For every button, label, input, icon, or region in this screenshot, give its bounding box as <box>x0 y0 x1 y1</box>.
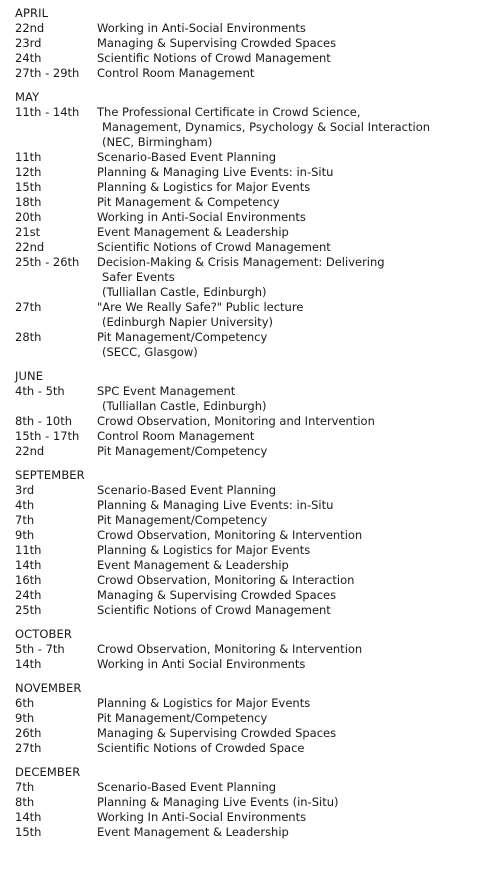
event-detail-line: Safer Events <box>102 270 175 284</box>
event-title: Decision-Making & Crisis Management: Delivering <box>97 255 385 269</box>
event-detail-line: (Tulliallan Castle, Edinburgh) <box>102 285 267 299</box>
event-description <box>97 300 485 330</box>
event-row <box>15 240 485 255</box>
month-heading: JUNE <box>15 369 44 383</box>
event-title: Planning & Managing Live Events: in-Situ <box>97 165 334 179</box>
event-description <box>97 255 485 300</box>
event-title: Crowd Observation, Monitoring & Interaction <box>97 573 355 587</box>
event-detail-line: (SECC, Glasgow) <box>102 345 198 359</box>
event-row <box>15 603 485 618</box>
event-row <box>15 543 485 558</box>
event-title: Crowd Observation, Monitoring & Intervention <box>97 528 363 542</box>
event-description <box>97 657 485 672</box>
month-section <box>15 765 485 840</box>
event-title: Pit Management & Competency <box>97 195 280 209</box>
event-date: 9th <box>15 711 35 725</box>
month-section <box>15 468 485 618</box>
event-row <box>15 741 485 756</box>
event-row <box>15 513 485 528</box>
event-date: 4th - 5th <box>15 384 65 398</box>
event-detail-line: Management, Dynamics, Psychology & Social Interaction <box>102 120 431 134</box>
event-description <box>97 573 485 588</box>
event-date: 14th <box>15 558 42 572</box>
event-title: Working In Anti-Social Environments <box>97 810 307 824</box>
event-date: 15th - 17th <box>15 429 80 443</box>
event-date: 11th <box>15 150 42 164</box>
event-row <box>15 150 485 165</box>
event-date: 26th <box>15 726 42 740</box>
event-title: Event Management & Leadership <box>97 825 289 839</box>
event-detail-line: (Tulliallan Castle, Edinburgh) <box>102 399 267 413</box>
event-row <box>15 825 485 840</box>
event-title: Planning & Logistics for Major Events <box>97 543 311 557</box>
event-row <box>15 711 485 726</box>
event-title: Pit Management/Competency <box>97 513 268 527</box>
event-row <box>15 180 485 195</box>
event-description <box>97 726 485 741</box>
event-date: 5th - 7th <box>15 642 65 656</box>
event-description <box>97 195 485 210</box>
event-date: 6th <box>15 696 35 710</box>
event-title: Planning & Managing Live Events (in-Situ) <box>97 795 339 809</box>
event-detail-line: (Edinburgh Napier University) <box>102 315 273 329</box>
event-description <box>97 696 485 711</box>
event-row <box>15 165 485 180</box>
event-row <box>15 384 485 414</box>
event-title: Control Room Management <box>97 66 255 80</box>
event-row <box>15 795 485 810</box>
event-description <box>97 384 485 414</box>
event-title: Event Management & Leadership <box>97 225 289 239</box>
event-row <box>15 444 485 459</box>
event-date: 27th <box>15 741 42 755</box>
event-row <box>15 300 485 330</box>
month-section <box>15 369 485 459</box>
event-description <box>97 498 485 513</box>
month-section <box>15 681 485 756</box>
event-description <box>97 444 485 459</box>
event-title: SPC Event Management <box>97 384 236 398</box>
month-heading: OCTOBER <box>15 627 73 641</box>
event-title: Planning & Logistics for Major Events <box>97 180 311 194</box>
event-description <box>97 240 485 255</box>
event-description <box>97 225 485 240</box>
event-description <box>97 795 485 810</box>
event-date: 11th - 14th <box>15 105 80 119</box>
event-date: 15th <box>15 180 42 194</box>
event-row <box>15 66 485 81</box>
event-description <box>97 741 485 756</box>
event-date: 9th <box>15 528 35 542</box>
event-title: Managing & Supervising Crowded Spaces <box>97 726 337 740</box>
event-description <box>97 642 485 657</box>
event-date: 3rd <box>15 483 35 497</box>
event-row <box>15 498 485 513</box>
event-title: Control Room Management <box>97 429 255 443</box>
event-row <box>15 483 485 498</box>
event-title: Planning & Managing Live Events: in-Situ <box>97 498 334 512</box>
event-description <box>97 429 485 444</box>
event-title: Scientific Notions of Crowded Space <box>97 741 305 755</box>
event-description <box>97 165 485 180</box>
month-heading: SEPTEMBER <box>15 468 85 482</box>
event-description <box>97 150 485 165</box>
event-date: 23rd <box>15 36 42 50</box>
event-title: Crowd Observation, Monitoring & Intervention <box>97 642 363 656</box>
event-date: 4th <box>15 498 35 512</box>
event-title: Pit Management/Competency <box>97 711 268 725</box>
event-row <box>15 330 485 360</box>
event-date: 7th <box>15 513 35 527</box>
event-title: Working in Anti Social Environments <box>97 657 306 671</box>
event-description <box>97 513 485 528</box>
event-date: 24th <box>15 51 42 65</box>
event-date: 27th - 29th <box>15 66 80 80</box>
event-row <box>15 195 485 210</box>
event-date: 12th <box>15 165 42 179</box>
event-title: Scenario-Based Event Planning <box>97 780 277 794</box>
event-date: 22nd <box>15 21 45 35</box>
event-description <box>97 711 485 726</box>
event-date: 27th <box>15 300 42 314</box>
event-description <box>97 528 485 543</box>
event-detail-line: (NEC, Birmingham) <box>102 135 213 149</box>
event-date: 20th <box>15 210 42 224</box>
event-description <box>97 588 485 603</box>
event-description <box>97 210 485 225</box>
event-row <box>15 810 485 825</box>
event-date: 21st <box>15 225 41 239</box>
event-title: Managing & Supervising Crowded Spaces <box>97 36 337 50</box>
event-description <box>97 558 485 573</box>
event-date: 7th <box>15 780 35 794</box>
event-description <box>97 543 485 558</box>
event-title: "Are We Really Safe?" Public lecture <box>97 300 304 314</box>
event-row <box>15 255 485 300</box>
event-date: 25th <box>15 603 42 617</box>
event-row <box>15 573 485 588</box>
event-description <box>97 51 485 66</box>
event-row <box>15 696 485 711</box>
event-row <box>15 51 485 66</box>
event-row <box>15 36 485 51</box>
event-description <box>97 483 485 498</box>
event-description <box>97 603 485 618</box>
event-title: Event Management & Leadership <box>97 558 289 572</box>
event-row <box>15 726 485 741</box>
event-description <box>97 825 485 840</box>
event-row <box>15 225 485 240</box>
event-date: 24th <box>15 588 42 602</box>
event-date: 14th <box>15 657 42 671</box>
event-description <box>97 105 485 150</box>
event-row <box>15 210 485 225</box>
event-title: Planning & Logistics for Major Events <box>97 696 311 710</box>
event-title: Managing & Supervising Crowded Spaces <box>97 588 337 602</box>
event-title: Scientific Notions of Crowd Management <box>97 51 331 65</box>
event-date: 8th <box>15 795 35 809</box>
event-description <box>97 330 485 360</box>
event-date: 15th <box>15 825 42 839</box>
event-schedule <box>15 6 485 849</box>
month-section <box>15 90 485 360</box>
month-section <box>15 627 485 672</box>
event-date: 8th - 10th <box>15 414 73 428</box>
event-title: Scientific Notions of Crowd Management <box>97 240 331 254</box>
event-description <box>97 36 485 51</box>
month-section <box>15 6 485 81</box>
event-row <box>15 588 485 603</box>
event-title: Working in Anti-Social Environments <box>97 21 306 35</box>
event-title: Working in Anti-Social Environments <box>97 210 306 224</box>
event-row <box>15 414 485 429</box>
event-date: 22nd <box>15 444 45 458</box>
event-date: 16th <box>15 573 42 587</box>
event-row <box>15 642 485 657</box>
event-description <box>97 66 485 81</box>
event-row <box>15 657 485 672</box>
event-date: 18th <box>15 195 42 209</box>
event-date: 25th - 26th <box>15 255 80 269</box>
event-title: Pit Management/Competency <box>97 444 268 458</box>
event-title: Scenario-Based Event Planning <box>97 483 277 497</box>
month-heading: DECEMBER <box>15 765 81 779</box>
month-heading: APRIL <box>15 6 49 20</box>
event-row <box>15 780 485 795</box>
event-date: 22nd <box>15 240 45 254</box>
event-description <box>97 414 485 429</box>
event-row <box>15 105 485 150</box>
event-title: Pit Management/Competency <box>97 330 268 344</box>
event-row <box>15 21 485 36</box>
event-date: 11th <box>15 543 42 557</box>
month-heading: NOVEMBER <box>15 681 82 695</box>
event-title: The Professional Certificate in Crowd Science, <box>97 105 361 119</box>
event-row <box>15 528 485 543</box>
event-title: Scientific Notions of Crowd Management <box>97 603 331 617</box>
event-description <box>97 780 485 795</box>
event-date: 14th <box>15 810 42 824</box>
event-title: Crowd Observation, Monitoring and Intervention <box>97 414 375 428</box>
event-description <box>97 180 485 195</box>
event-description <box>97 810 485 825</box>
event-date: 28th <box>15 330 42 344</box>
event-title: Scenario-Based Event Planning <box>97 150 277 164</box>
event-row <box>15 558 485 573</box>
month-heading: MAY <box>15 90 40 104</box>
event-description <box>97 21 485 36</box>
event-row <box>15 429 485 444</box>
